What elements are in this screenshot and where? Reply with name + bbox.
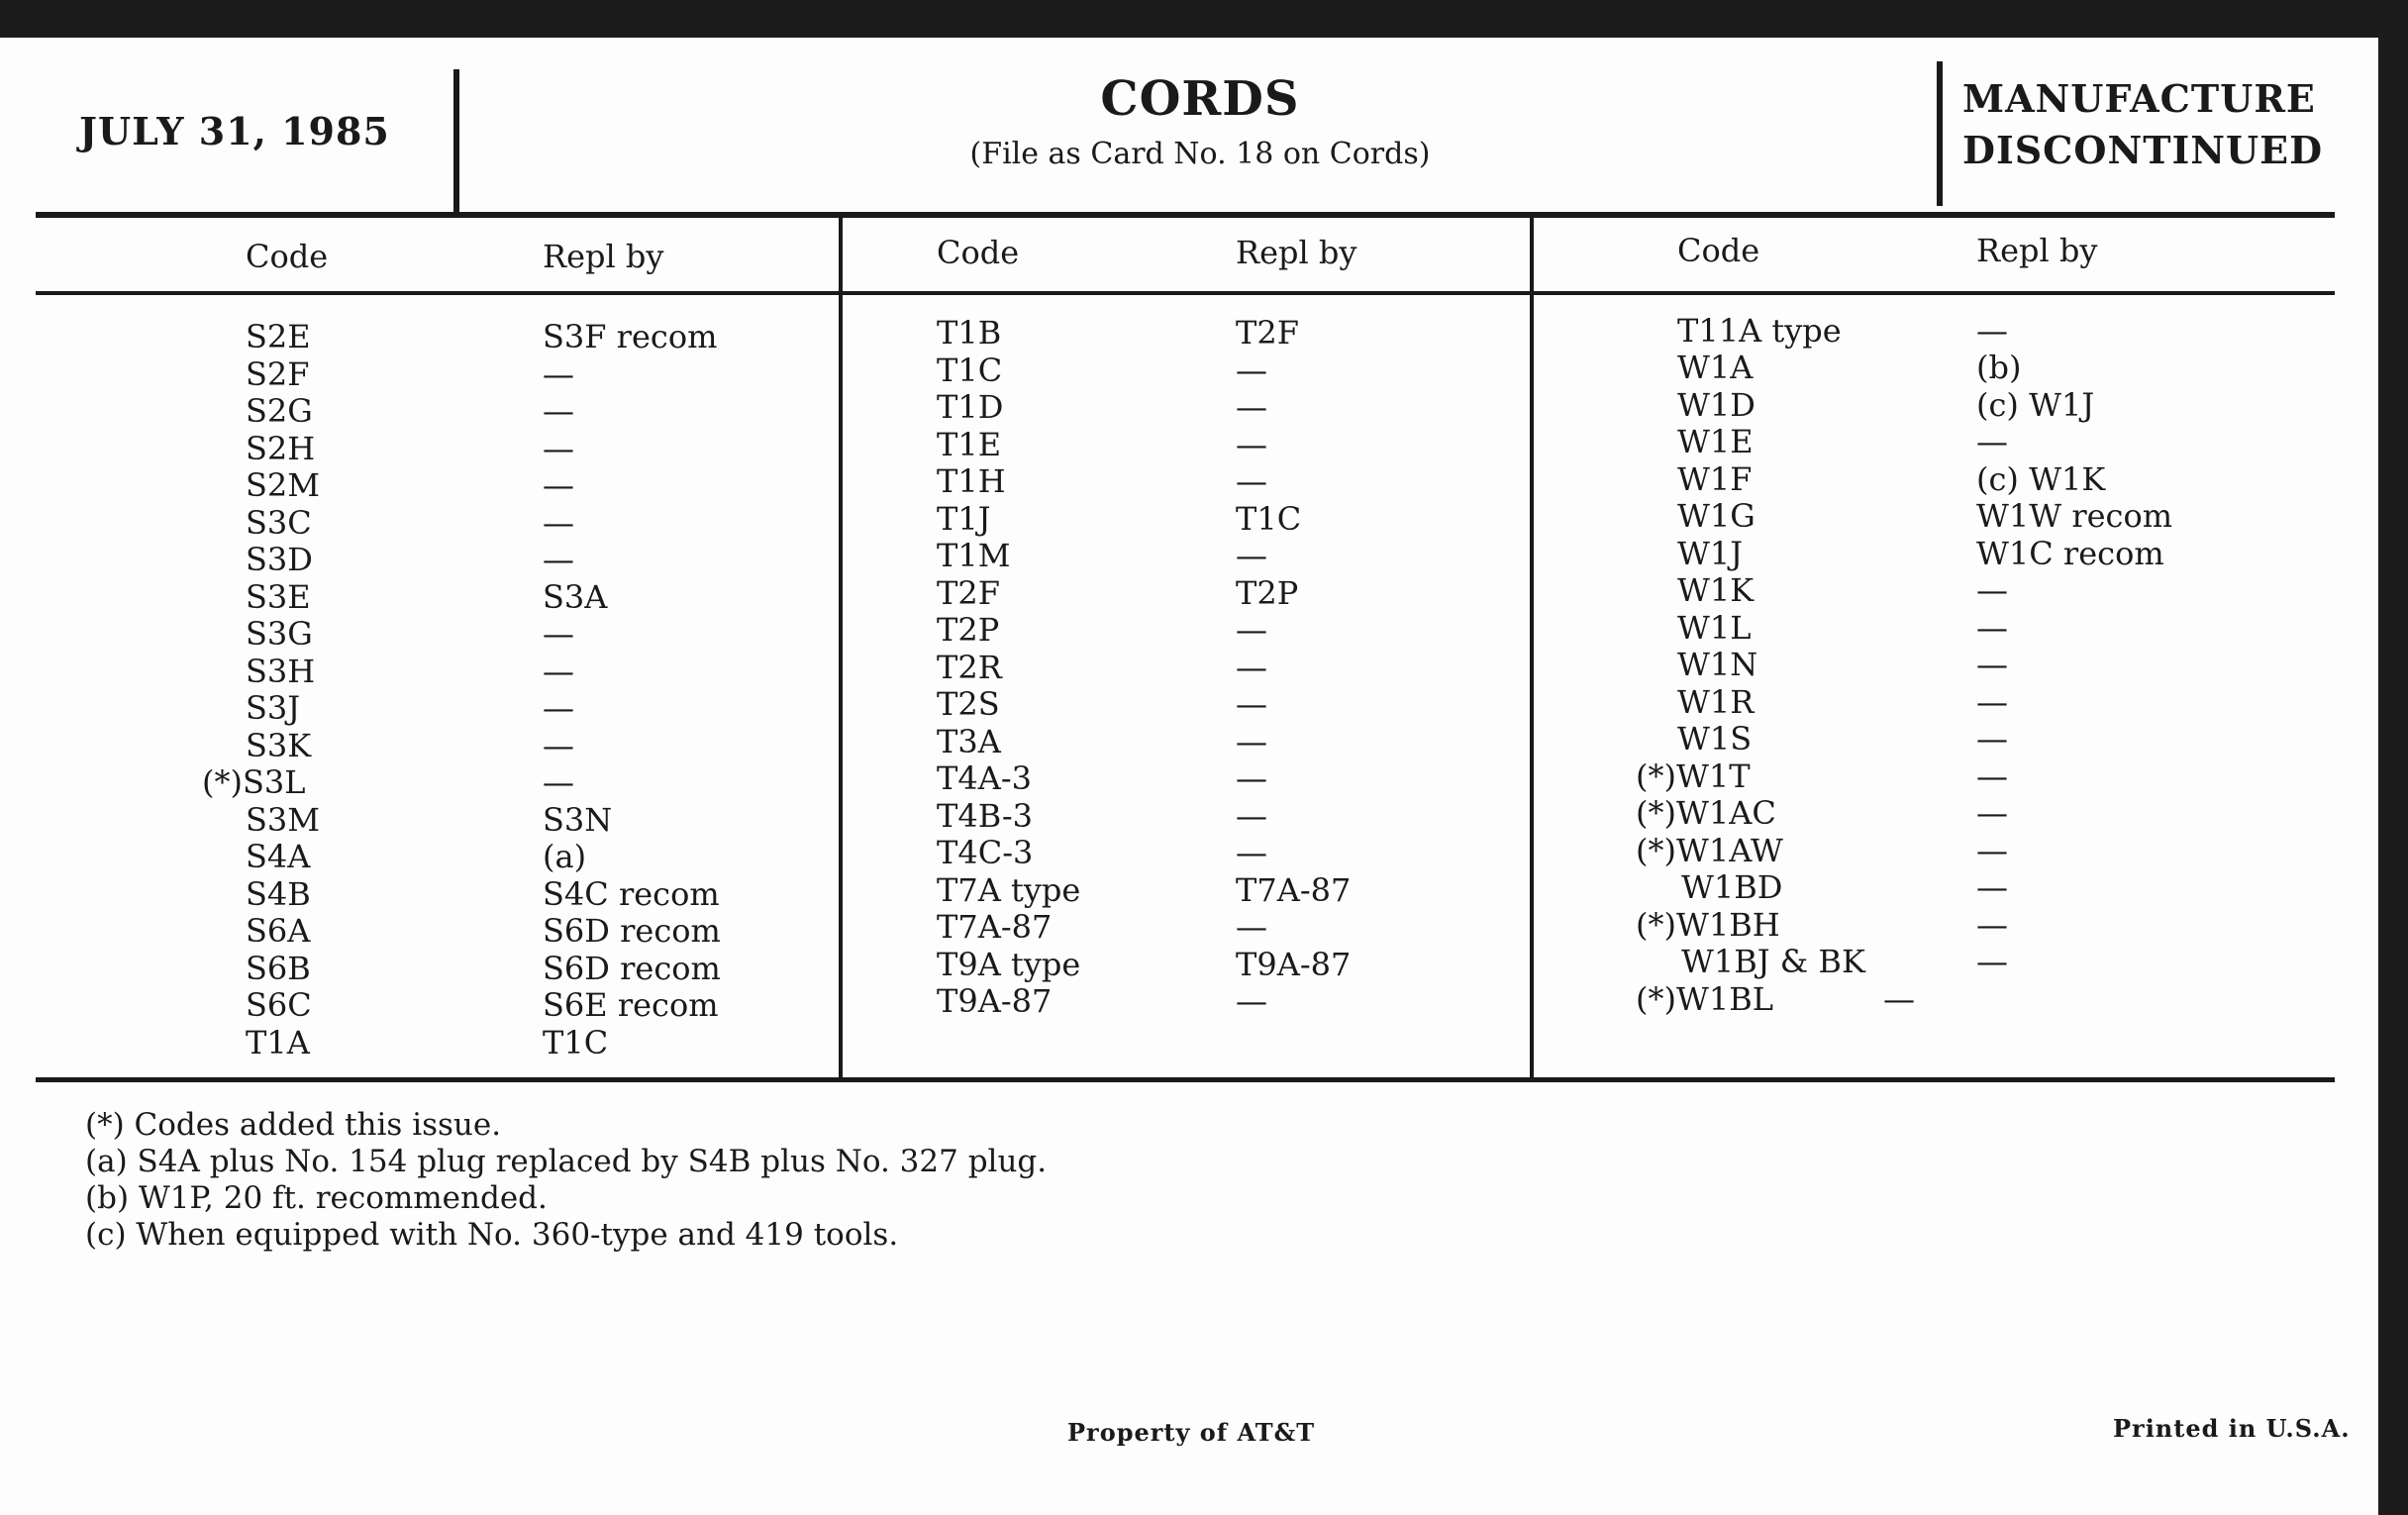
header-rule — [36, 212, 2335, 218]
table-row-code: W1R — [1677, 683, 1755, 721]
table-row-repl: — — [1236, 685, 1267, 723]
table-row-repl: — — [1976, 943, 2008, 980]
table-row-code: W1N — [1677, 646, 1758, 683]
table-row-repl: W1W recom — [1976, 497, 2173, 535]
column-divider-1 — [839, 215, 843, 1080]
table-row-repl: — — [543, 727, 574, 764]
table-row-repl: — — [1236, 352, 1267, 389]
table-row-code: W1E — [1677, 423, 1754, 460]
table-row-repl: — — [1236, 723, 1267, 760]
col3-repl-header: Repl by — [1976, 232, 2098, 269]
document-title: CORDS — [1100, 71, 1300, 127]
col2-code-header: Code — [937, 234, 1020, 271]
table-row-code: S2M — [246, 466, 321, 504]
table-row-repl: — — [1236, 537, 1267, 574]
table-row-repl: S6D recom — [543, 912, 721, 950]
table-row-code: S3M — [246, 801, 321, 839]
table-row-repl: — — [1976, 720, 2008, 758]
table-row-code: T1J — [937, 500, 991, 538]
table-row-repl: — — [543, 615, 574, 653]
table-row-code: T1B — [937, 314, 1002, 352]
col3-code-header: Code — [1677, 232, 1760, 269]
table-row-repl: — — [1236, 908, 1267, 946]
table-row-repl: — — [543, 541, 574, 578]
table-row-code: T7A type — [937, 871, 1081, 909]
table-row-repl: (c) W1K — [1976, 460, 2106, 498]
table-row-repl: (a) — [543, 838, 587, 875]
table-row-code: T1E — [937, 426, 1002, 463]
table-row-code: S3E — [246, 578, 311, 616]
footnote-item: (b) W1P, 20 ft. recommended. — [85, 1180, 548, 1216]
table-row-code: S3C — [246, 504, 312, 542]
table-row-code: W1J — [1677, 535, 1744, 572]
table-row-code: W1D — [1677, 386, 1756, 424]
table-row-repl: — — [543, 466, 574, 504]
table-row-code: (*)S3L — [202, 763, 306, 801]
table-row-repl: T2P — [1236, 574, 1299, 612]
table-row-code: S4B — [246, 875, 311, 913]
footnote-item: (c) When equipped with No. 360-type and 419 tools. — [85, 1217, 899, 1253]
table-row-repl: S3N — [543, 801, 613, 839]
table-row-repl: S6D recom — [543, 950, 721, 987]
table-row-code: T9A type — [937, 946, 1081, 983]
table-row-code: W1K — [1677, 571, 1755, 609]
footnote-item: (a) S4A plus No. 154 plug replaced by S4B plus No. 327 plug. — [85, 1144, 1048, 1179]
table-row-code: S3H — [246, 653, 316, 690]
table-row-repl: — — [1883, 980, 1915, 1018]
table-row-code: T2R — [937, 649, 1002, 686]
table-row-repl: — — [1976, 868, 2008, 906]
table-row-repl: (b) — [1976, 349, 2022, 386]
table-row-code: T4C-3 — [937, 834, 1034, 871]
table-row-code: (*)W1BH — [1636, 906, 1780, 944]
table-row-repl: — — [1236, 982, 1267, 1020]
col1-code-header: Code — [246, 238, 329, 275]
table-row-code: T1M — [937, 537, 1011, 574]
table-row-repl: W1C recom — [1976, 535, 2164, 572]
table-row-code: W1A — [1677, 349, 1754, 386]
printed-notice: Printed in U.S.A. — [2113, 1414, 2351, 1443]
table-row-code: W1BJ & BK — [1681, 943, 1865, 980]
table-row-code: W1F — [1677, 460, 1753, 498]
table-row-code: S6C — [246, 986, 312, 1024]
table-row-code: T7A-87 — [937, 908, 1053, 946]
table-row-code: W1BD — [1681, 868, 1783, 906]
scan-border-top — [0, 0, 2408, 38]
table-bottom-rule — [36, 1077, 2335, 1082]
table-row-code: (*)W1AW — [1636, 832, 1783, 869]
table-row-repl: — — [1976, 646, 2008, 683]
table-row-repl: T9A-87 — [1236, 946, 1352, 983]
table-row-code: S6A — [246, 912, 311, 950]
table-row-repl: — — [1976, 832, 2008, 869]
column-divider-2 — [1530, 215, 1534, 1080]
status-line-2: DISCONTINUED — [1962, 128, 2324, 172]
table-row-repl: — — [543, 355, 574, 393]
table-row-code: W1G — [1677, 497, 1756, 535]
table-row-code: (*)W1AC — [1636, 794, 1776, 832]
table-row-code: S2E — [246, 318, 311, 355]
table-row-repl: — — [543, 689, 574, 727]
table-row-repl: — — [543, 653, 574, 690]
manufacture-status — [1962, 73, 2323, 176]
table-row-repl: — — [1236, 462, 1267, 500]
table-row-repl: — — [1976, 758, 2008, 795]
col2-repl-header: Repl by — [1236, 234, 1357, 271]
scan-border-right — [2378, 0, 2408, 1515]
table-row-code: T1A — [246, 1024, 310, 1061]
table-row-repl: — — [1976, 906, 2008, 944]
table-row-code: T1H — [937, 462, 1006, 500]
table-row-repl: — — [1236, 388, 1267, 426]
status-line-1: MANUFACTURE — [1962, 76, 2316, 121]
table-row-repl: T1C — [1236, 500, 1302, 538]
table-row-repl: T2F — [1236, 314, 1299, 352]
table-row-repl: — — [1236, 649, 1267, 686]
table-row-repl: T7A-87 — [1236, 871, 1352, 909]
table-row-repl: — — [1236, 797, 1267, 835]
table-row-repl: T1C — [543, 1024, 609, 1061]
table-row-repl: — — [543, 763, 574, 801]
table-row-repl: S3F recom — [543, 318, 718, 355]
table-row-repl: — — [1236, 834, 1267, 871]
table-row-code: S2H — [246, 430, 316, 467]
table-row-code: S3K — [246, 727, 312, 764]
table-row-code: S3J — [246, 689, 301, 727]
table-row-repl: S3A — [543, 578, 608, 616]
table-row-code: S6B — [246, 950, 311, 987]
table-row-code: T4B-3 — [937, 797, 1033, 835]
table-row-code: T2S — [937, 685, 1000, 723]
property-notice: Property of AT&T — [1067, 1418, 1316, 1447]
table-row-repl: — — [1976, 312, 2008, 350]
table-row-repl: — — [1236, 426, 1267, 463]
footnote-item: (*) Codes added this issue. — [85, 1107, 502, 1143]
table-row-code: S3G — [246, 615, 313, 653]
table-row-code: S3D — [246, 541, 313, 578]
table-row-repl: S4C recom — [543, 875, 720, 913]
table-row-repl: (c) W1J — [1976, 386, 2095, 424]
header-divider-right — [1937, 61, 1943, 206]
table-row-code: S2G — [246, 392, 313, 430]
issue-date: JULY 31, 1985 — [79, 109, 390, 153]
document-subtitle: (File as Card No. 18 on Cords) — [969, 137, 1431, 171]
col1-repl-header: Repl by — [543, 238, 664, 275]
table-row-code: (*)W1BL — [1636, 980, 1773, 1018]
table-row-repl: — — [1976, 794, 2008, 832]
table-row-code: S2F — [246, 355, 310, 393]
footnotes — [85, 1107, 1047, 1254]
column-header-rule — [36, 291, 2335, 295]
table-row-code: T11A type — [1677, 312, 1842, 350]
table-row-code: T2F — [937, 574, 1000, 612]
table-row-repl: — — [1236, 611, 1267, 649]
table-row-repl: — — [1976, 683, 2008, 721]
table-row-repl: — — [543, 504, 574, 542]
table-row-code: T1D — [937, 388, 1004, 426]
table-row-code: T4A-3 — [937, 759, 1032, 797]
table-row-code: T9A-87 — [937, 982, 1053, 1020]
table-row-code: T2P — [937, 611, 1000, 649]
table-row-code: T3A — [937, 723, 1001, 760]
table-row-code: S4A — [246, 838, 311, 875]
table-row-repl: — — [1976, 609, 2008, 647]
table-row-code: W1L — [1677, 609, 1752, 647]
table-row-repl: — — [543, 392, 574, 430]
table-row-repl: — — [1236, 759, 1267, 797]
table-row-code: W1S — [1677, 720, 1753, 758]
table-row-repl: — — [543, 430, 574, 467]
table-row-code: (*)W1T — [1636, 758, 1751, 795]
table-row-repl: — — [1976, 423, 2008, 460]
table-row-code: T1C — [937, 352, 1003, 389]
table-row-repl: — — [1976, 571, 2008, 609]
table-row-repl: S6E recom — [543, 986, 719, 1024]
